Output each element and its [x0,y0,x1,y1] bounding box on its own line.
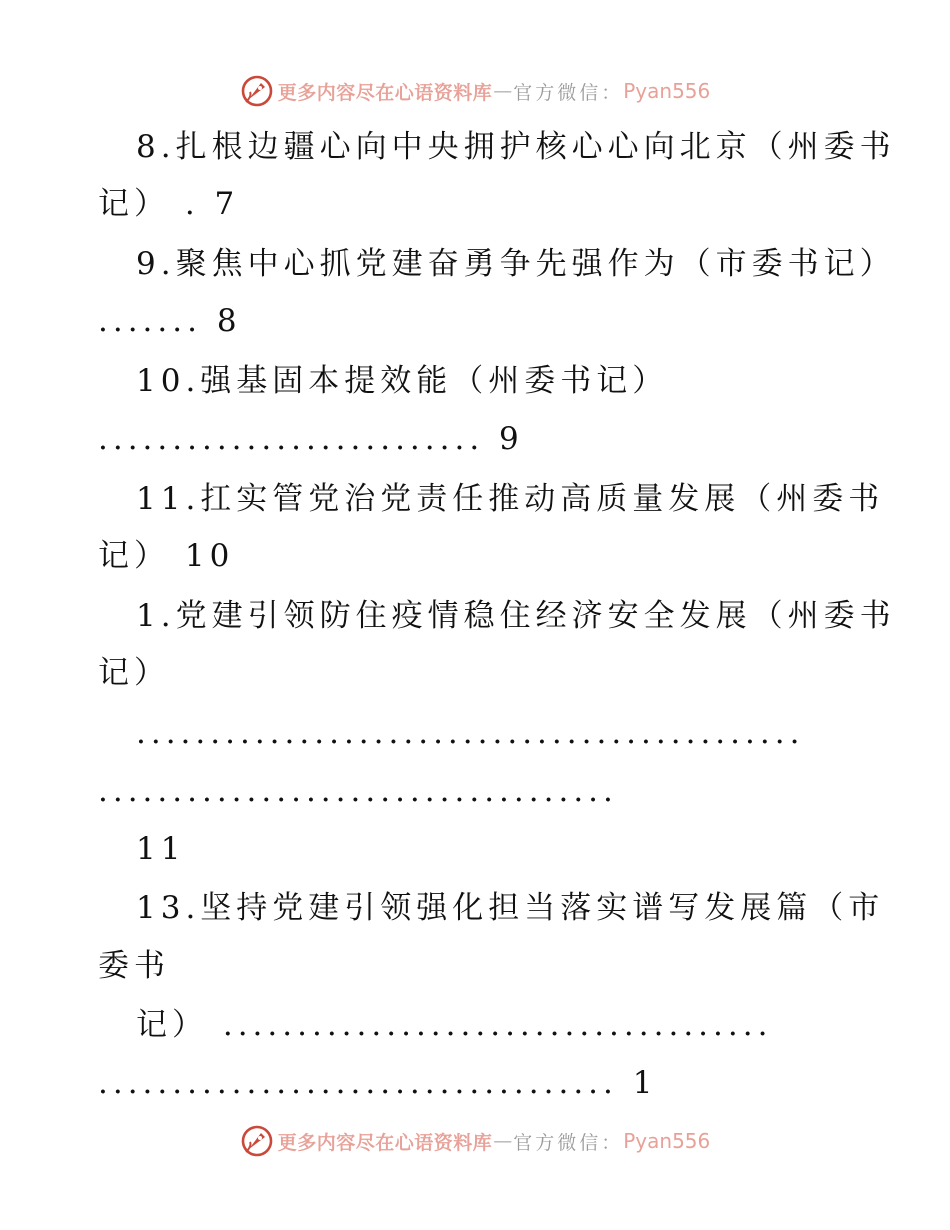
toc-line: ............................................. [136,715,805,751]
toc-line: 9.聚焦中心抓党建奋勇争先强作为（市委书记） [136,246,896,282]
banner-slogan: 更多内容尽在心语资料库 [277,81,493,104]
toc-line: 11 [136,831,186,867]
banner-wechat-label: 官方微信： [513,81,624,104]
toc-line: 委书 [98,948,170,984]
toc-line: 1.党建引领防住疫情稳住经济安全发展（州委书 [136,598,896,634]
toc-line: ................................... 1 [98,1065,658,1101]
banner-slogan: 更多内容尽在心语资料库 [277,1131,493,1154]
pen-nib-logo-icon [240,74,274,108]
pen-nib-logo-icon [240,1124,274,1158]
toc-line: 记） [98,655,170,691]
toc-line: 记） . 7 [98,186,240,222]
header-banner [0,71,950,111]
toc-line: 8.扎根边疆心向中央拥护核心心向北京（州委书 [136,129,896,165]
toc-line: 13.坚持党建引领强化担当落实谱写发展篇（市 [136,890,885,926]
banner-dash: — [493,1130,513,1152]
toc-line: ................................... [98,773,618,809]
banner-dash: — [493,80,513,102]
toc-line: ....... 8 [98,303,242,339]
toc-line: 记） 10 [98,538,235,574]
footer-banner [0,1121,950,1161]
toc-line: 10.强基固本提效能（州委书记） [136,363,669,399]
banner-wechat-id: Pyan556 [623,79,711,103]
toc-line: 11.扛实管党治党责任推动高质量发展（州委书 [136,481,885,517]
toc-line: 记） ..................................... [136,1007,773,1043]
banner-wechat-label: 官方微信： [513,1131,624,1154]
banner-wechat-id: Pyan556 [623,1129,711,1153]
toc-line: .......................... 9 [98,421,524,457]
